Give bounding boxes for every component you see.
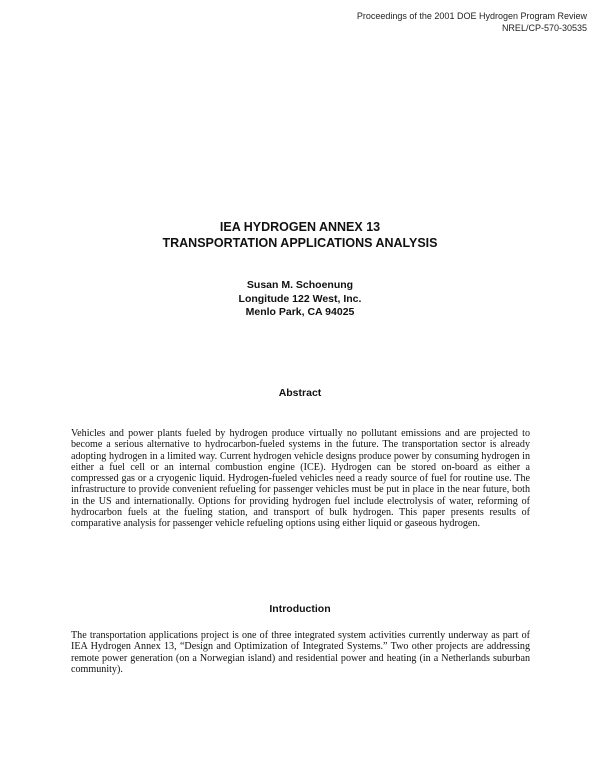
report-number: NREL/CP-570-30535	[501, 23, 587, 33]
abstract-paragraph: Vehicles and power plants fueled by hydrogen produce virtually no pollutant emissions and are projected to become a serious alternative to hydrocarbon-fueled systems in the future. The transportation sector is already adopting hydrogen in a limited way. Current hydrogen vehicle designs produce power by consuming hydrogen in either a fuel cell or an internal combustion engine (ICE). Hydrogen can be stored on-board as either a compressed gas or a cryogenic liquid. Hydrogen-fueled vehicles need a ready source of fuel for routine use. The infrastructure to provide convenient refueling for passenger vehicles must be put in place in the near future, both in the US and internationally. Options for providing hydrogen fuel include electrolysis of water, reforming of hydrocarbon fuels at the fueling station, and transport of bulk hydrogen. This paper presents results of comparative analysis for passenger vehicle refueling options using either liquid or gaseous hydrogen.	[71, 428, 530, 530]
introduction-heading: Introduction	[269, 603, 331, 615]
title-line-2: TRANSPORTATION APPLICATIONS ANALYSIS	[162, 236, 438, 250]
title-line-1: IEA HYDROGEN ANNEX 13	[219, 220, 381, 234]
author-organization: Longitude 122 West, Inc.	[238, 292, 362, 305]
paper-title	[0, 219, 600, 251]
author-name: Susan M. Schoenung	[246, 279, 354, 291]
running-header	[357, 10, 587, 34]
author-location: Menlo Park, CA 94025	[245, 306, 355, 318]
introduction-paragraph: The transportation applications project is one of three integrated system activities currently underway as part of IEA Hydrogen Annex 13, “Design and Optimization of Integrated Systems.” Two other projects are addressing remote power generation (on a Norwegian island) and residential power and heating (in a Netherlands suburban community).	[71, 630, 530, 675]
proceedings-line: Proceedings of the 2001 DOE Hydrogen Program Review	[356, 11, 587, 21]
author-block	[0, 279, 600, 320]
abstract-heading: Abstract	[278, 387, 322, 399]
